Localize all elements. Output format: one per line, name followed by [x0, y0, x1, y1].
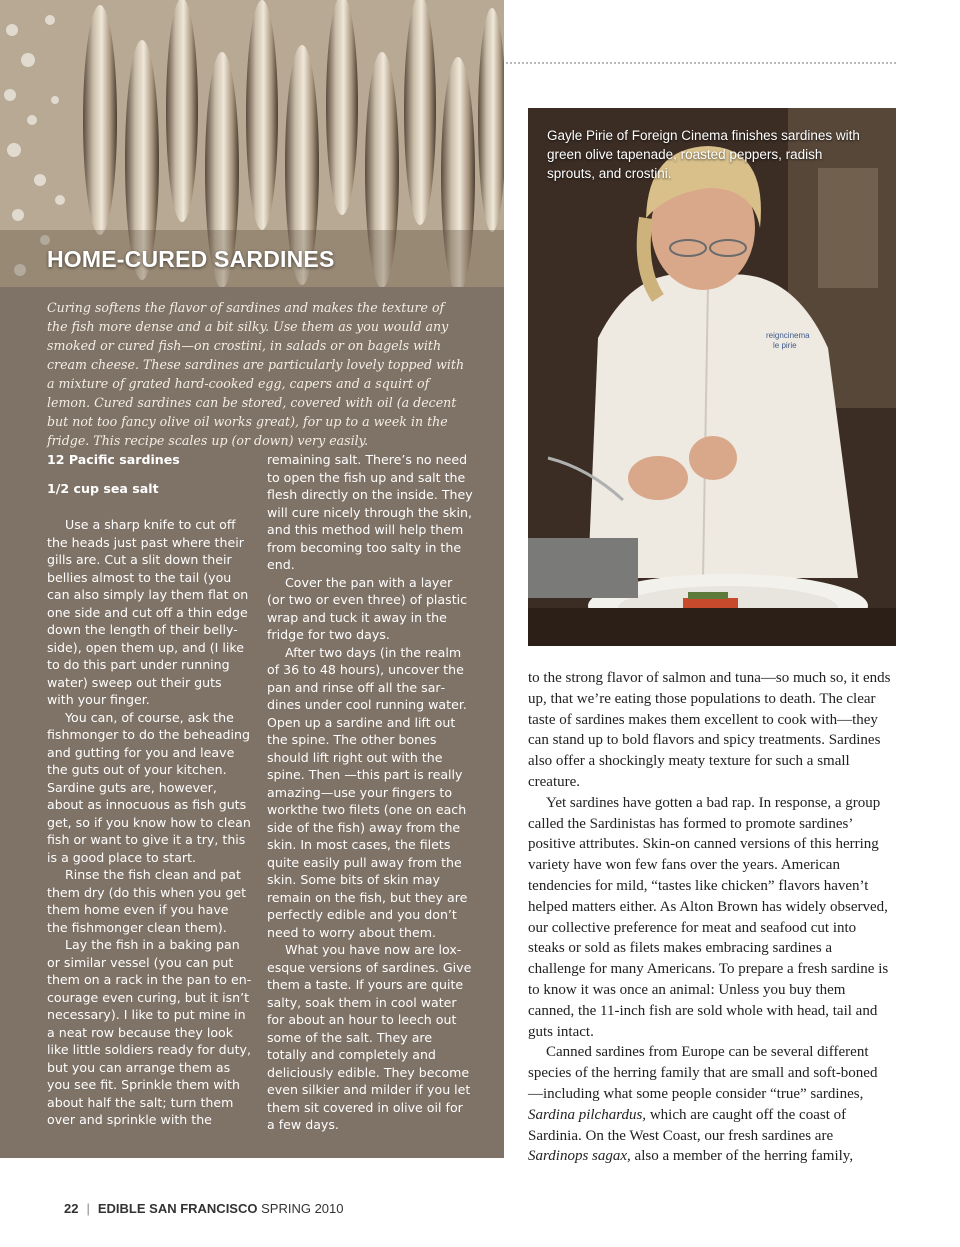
issue-label: SPRING 2010 — [261, 1201, 344, 1216]
chef-illustration — [528, 108, 896, 646]
magazine-name: EDIBLE SAN FRANCISCO — [97, 1201, 258, 1216]
article-body — [528, 668, 892, 1167]
article-paragraph: Yet sardines have gotten a bad rap. In response, a group called the Sardinistas has formed to promote sardines’ positive attributes. Skin-on canned versions of this herring variety have won few fans over the years. American tendencies for mild, “tastes like chicken” flavors haven’t helped matters either. As Alton Brown has widely observed, our collective preference for meat and seafood cut into steaks or sold as filets makes embracing sardines a challenge for many Americans. To prepare a fresh sardine is to know it was once an animal: Unless you buy them canned, the 11-inch fish are sold whole with head, tail and guts intact. — [528, 794, 889, 1040]
recipe-intro: Curing softens the flavor of sardines and makes the texture of the fish more dense and a bit silky. Use them as you would any smoked or cured fish—on crostini, in salads or on bagels with cream cheese. These sardines are particularly lovely topped with a mixture of grated hard-cooked egg, capers and a squirt of lemon. Cured sardines can be stored, covered with oil (a decent but not too fancy olive oil works great), for up to a week in the fridge. This recipe scales up (or down) very easily. — [47, 300, 465, 448]
article-paragraph — [528, 1042, 892, 1167]
species-name: Sardinops sagax, — [528, 1148, 631, 1165]
sardines-photo — [0, 0, 504, 287]
article-text: Canned sardines from Europe can be several different species of the herring family that are small and soft-boned—including what some people consider “true” sardines, — [528, 1044, 878, 1102]
article-text: also a member of the herring family, — [630, 1148, 854, 1165]
dotted-divider — [506, 62, 896, 64]
article-text: which are caught off the coast of Sardinia. On the West Coast, our fresh sardines are — [528, 1106, 847, 1144]
recipe-step: What you have now are lox-esque versions of sardines. Give them a taste. If yours are quite salty, soak them in cool water for about an hour to leech out some of the salt. They are totally and completely and deliciously edible. They become even silkier and milder if you let them sit covered in olive oil for a few days. — [267, 942, 472, 1132]
recipe-step: You can, of course, ask the fishmonger to do the beheading and gutting for you and leave the guts out of your kitchen. Sardine guts are, however, about as innocuous as fish guts get, so if you know how to clean fish or want to give it a try, this is a good place to start. — [47, 709, 251, 865]
recipe-step: After two days (in the realm of 36 to 48 hours), uncover the pan and rinse off all the sardines under cool running water. Open up a sardine and lift out the spine. The other bones should lift right out with the spine. Then —this part is really amazing—use your fingers to workthe two filets (one on each side of the fish) away from the skin. In most cases, the filets quite easily pull away from the skin. Some bits of skin may remain on the fish, but they are perfectly edible and you don’t need to worry about them. — [267, 644, 468, 940]
ingredient-salt: 1/2 cup sea salt — [47, 480, 159, 496]
article-paragraph: to the strong flavor of salmon and tuna—so much so, it ends up, that we’re eating those populations to death. The clear taste of sardines makes them excellent to cook with—they can stand up to bold flavors and spicy treatments. Sardines also offer a shockingly meaty texture for such a small creature. — [528, 670, 891, 790]
recipe-panel — [0, 0, 504, 1158]
page-footer — [64, 1201, 343, 1216]
sardines-illustration — [0, 0, 504, 287]
recipe-column-1 — [47, 451, 252, 1129]
recipe-title: HOME-CURED SARDINES — [47, 246, 335, 272]
photo-caption: Gayle Pirie of Foreign Cinema finishes sardines with green olive tapenade, roasted peppers, radish sprouts, and crostini. — [547, 128, 860, 181]
recipe-step: Lay the fish in a baking pan or similar vessel (you can put them on a rack in the pan to encourage even curing, but it isn’t necessary). I like to put mine in a neat row because they look like little soldiers ready for duty, but you can arrange them as you see fit. Sprinkle them with about half the salt; turn them over and sprinkle with the — [47, 937, 252, 1127]
svg-text:le pirie: le pirie — [773, 341, 797, 350]
species-name: Sardina pilchardus, — [528, 1106, 647, 1123]
svg-text:reigncinema: reigncinema — [766, 331, 810, 340]
recipe-column-2 — [267, 451, 473, 1134]
chef-photo — [528, 108, 896, 646]
recipe-step: Rinse the fish clean and pat them dry (do this when you get them home even if you have the fishmonger clean them). — [47, 867, 247, 935]
recipe-step: Cover the pan with a layer (or two or even three) of plastic wrap and tuck it away in the fridge for two days. — [267, 574, 468, 642]
footer-separator: | — [86, 1201, 90, 1216]
ingredient-sardines: 12 Pacific sardines — [47, 452, 180, 467]
page-number: 22 — [64, 1201, 79, 1216]
recipe-step: Use a sharp knife to cut off the heads just past where their gills are. Cut a slit down their bellies almost to the tail (you can also simply lay them flat on one side and cut off a thin edge down the length of their belly-side), open them up, and (I like to do this part under running water) sweep out their guts with your finger. — [47, 517, 249, 707]
recipe-step: remaining salt. There’s no need to open the fish up and salt the flesh directly on the inside. They will cure nicely through the skin, and this method will help them from becoming too salty in the end. — [267, 452, 473, 572]
